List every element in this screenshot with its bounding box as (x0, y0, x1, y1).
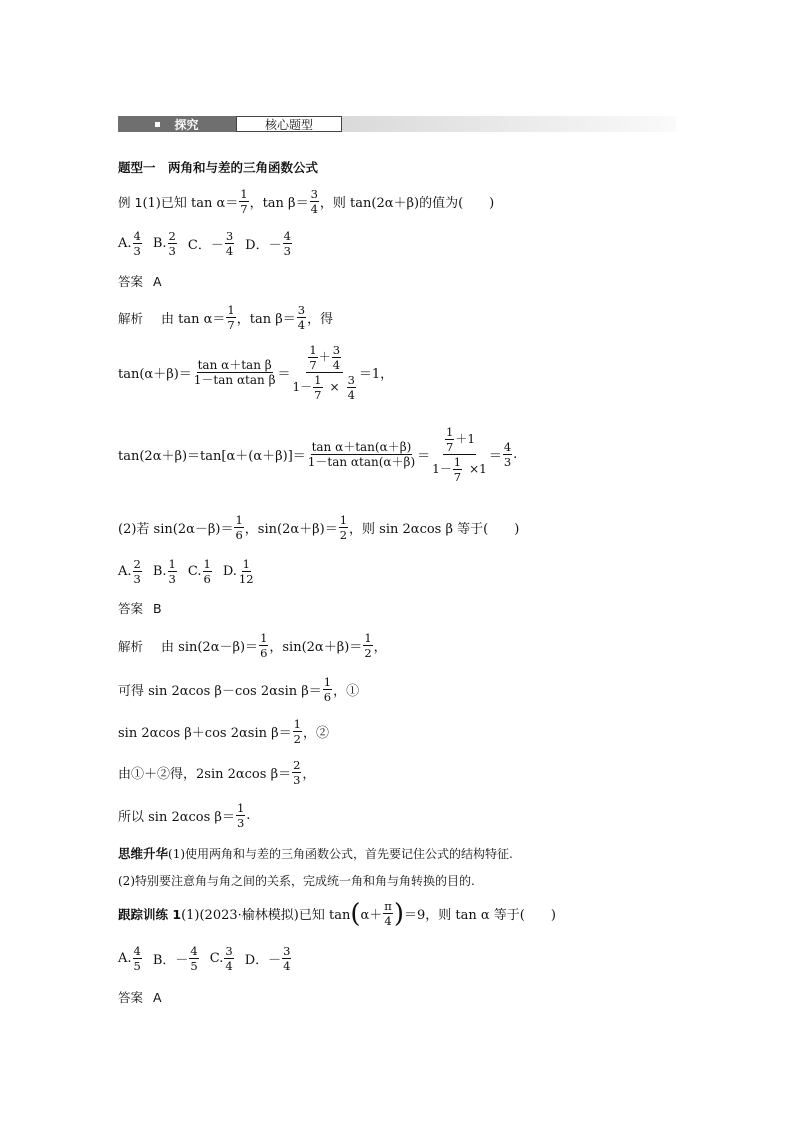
plus-one: ＋1 (455, 432, 475, 447)
eq1-lhs: tan(α＋β)＝ (118, 367, 192, 383)
frac-den (431, 455, 488, 483)
frac-den: 6 (235, 528, 243, 543)
plus-sign: ＋ (318, 350, 331, 365)
square-bullet-icon (155, 122, 160, 127)
frac-den: 7 (240, 202, 248, 217)
type-title: 题型一 两角和与差的三角函数公式 (118, 160, 319, 175)
q1-prefix: (1)已知 tan α＝ (142, 196, 239, 212)
fraction (339, 514, 348, 541)
option-c-label: C. (209, 951, 224, 967)
fraction (293, 718, 302, 745)
fraction (445, 426, 454, 453)
frac-num: 1 (453, 455, 462, 470)
frac-den: 3 (293, 773, 301, 788)
ex1-question-1 (118, 188, 494, 215)
fraction (226, 304, 235, 331)
frac-den: 7 (227, 318, 235, 333)
summary-text-1: (1)使用两角和与差的三角函数公式，首先要记住公式的结构特征. (168, 846, 513, 861)
answer-label: 答案 (118, 990, 144, 1005)
answer-value: B (153, 600, 162, 616)
analysis-label: 解析 (118, 310, 144, 326)
step-suf: . (246, 808, 251, 824)
option-a-value (133, 945, 142, 972)
times-sign: × (329, 380, 340, 395)
analysis-step-1 (118, 676, 359, 703)
eq2-lhs: tan(2α＋β)＝tan[α＋(α＋β)]＝ (118, 449, 306, 465)
frac-den: 2 (293, 732, 301, 747)
frac-num: 1 (227, 303, 235, 317)
option-b-value (168, 558, 177, 585)
page-content (118, 100, 678, 1005)
frac-num (306, 344, 343, 373)
frac-num: 3 (225, 229, 234, 243)
frac-den: 3 (283, 244, 291, 259)
option-c-value (224, 945, 233, 972)
analysis-step-4 (118, 802, 250, 829)
frac-den: 4 (347, 388, 355, 403)
header-explore-tab (118, 116, 236, 132)
step-pre: sin 2αcos β＋cos 2αsin β＝ (118, 726, 292, 742)
step-suf: ，② (302, 726, 329, 742)
follow-options (118, 945, 292, 972)
frac-den: 7 (314, 388, 322, 403)
frac-num: 1 (323, 675, 332, 689)
step-suf: ， (302, 767, 316, 783)
frac-den: 6 (323, 690, 332, 705)
summary-line-1 (118, 844, 513, 862)
summary-line-2: (2)特别要注意角与角之间的关系，完成统一角和角与角转换的目的. (118, 874, 475, 888)
section-header-band (118, 100, 678, 134)
frac-num: 3 (332, 343, 341, 357)
option-d-label: D. (222, 564, 237, 580)
eq1-formula-fraction (193, 359, 277, 387)
eq2-dot: . (513, 447, 518, 463)
analysis-step-3 (118, 759, 315, 786)
frac-den: 7 (453, 470, 462, 485)
frac-num: 3 (310, 187, 318, 201)
q1-suffix: ，则 tan(2α＋β)的值为( ) (319, 196, 495, 212)
option-b-label: B. (152, 564, 167, 580)
frac-den: 3 (168, 572, 176, 587)
option-a-value (133, 558, 142, 585)
fraction (347, 374, 356, 401)
eq1-result: ＝1， (358, 367, 394, 383)
q2-mid: ，sin(2α＋β)＝ (244, 522, 338, 538)
equation-1 (118, 344, 393, 401)
step-pre: 所以 sin 2αcos β＝ (118, 810, 235, 826)
option-c-label: C．－ (187, 238, 224, 254)
frac-num: 1 (203, 557, 211, 571)
option-a-label: A. (118, 236, 132, 252)
step-pre: 由①＋②得，2sin 2αcos β＝ (118, 767, 292, 783)
answer-label: 答案 (118, 274, 144, 289)
frac-num: 3 (297, 303, 306, 317)
fraction (453, 456, 462, 483)
eq2-big-fraction (431, 426, 488, 483)
right-paren: ) (393, 898, 404, 929)
fraction (332, 344, 341, 371)
frac-num: tan α＋tan(α＋β) (311, 439, 412, 454)
frac-den: 4 (384, 914, 392, 929)
option-d-label: D．－ (244, 953, 282, 969)
frac-num: 4 (503, 440, 512, 455)
answer-value: A (153, 273, 162, 289)
a1-suf: ，得 (307, 312, 334, 328)
option-d-value (238, 558, 255, 585)
frac-num: 4 (190, 944, 198, 958)
frac-num: 1 (235, 513, 243, 527)
frac-num: 3 (283, 944, 291, 958)
frac-num: 4 (133, 944, 141, 958)
frac-num: 2 (293, 758, 301, 772)
a1-pre: 由 tan α＝ (161, 312, 226, 328)
option-d-value (282, 945, 291, 972)
frac-den (292, 373, 358, 401)
frac-num: 4 (283, 229, 291, 243)
frac-den: 4 (225, 244, 234, 259)
frac-num: 1 (236, 801, 245, 815)
frac-den: 5 (190, 959, 198, 974)
option-d-label: D．－ (245, 238, 282, 254)
fraction (297, 304, 306, 331)
inner-pre: α＋ (360, 908, 383, 924)
option-c-label: C. (187, 564, 202, 580)
frac-den: 3 (503, 455, 512, 470)
frac-den: 3 (133, 244, 141, 259)
answer-label: 答案 (118, 601, 144, 616)
eq2-equals: ＝ (417, 449, 431, 465)
fraction (310, 188, 319, 215)
frac-den: 5 (133, 959, 141, 974)
frac-den: 7 (309, 358, 317, 373)
analysis-step-2 (118, 718, 329, 745)
ex1-question-2 (118, 514, 519, 541)
frac-num: 2 (168, 229, 176, 243)
fraction (236, 802, 245, 829)
eq1-big-fraction (292, 344, 358, 401)
fraction (383, 900, 393, 927)
q2-prefix: (2)若 sin(2α－β)＝ (118, 522, 234, 538)
ex1-answer-2 (118, 599, 162, 617)
frac-den: 3 (168, 244, 176, 259)
frac-num (443, 426, 476, 455)
frac-den: 7 (446, 440, 454, 455)
frac-num: 3 (347, 373, 355, 388)
option-a-label: A. (118, 951, 132, 967)
fraction (234, 514, 243, 541)
frac-num: 4 (133, 229, 141, 243)
frac-den: 6 (260, 646, 268, 661)
option-b-label: B．－ (152, 953, 189, 969)
header-right-label: 核心题型 (264, 117, 313, 132)
frac-den: 12 (238, 572, 254, 587)
frac-num: 1 (168, 557, 176, 571)
frac-den: 4 (283, 959, 291, 974)
a1-mid: ，sin(2α＋β)＝ (269, 640, 363, 656)
frac-den: 4 (310, 202, 318, 217)
eq1-equals: ＝ (277, 367, 291, 383)
follow-suffix: ＝9，则 tan α 等于( ) (403, 908, 556, 924)
equation-2 (118, 426, 517, 483)
follow-prefix: (1)(2023·榆林模拟)已知 tan (181, 908, 351, 924)
eq2-result-fraction (503, 441, 512, 468)
frac-num: π (384, 899, 392, 913)
frac-den: 3 (133, 572, 141, 587)
q1-mid: ，tan β＝ (249, 196, 309, 212)
frac-num: 1 (314, 373, 322, 388)
frac-num: 1 (260, 631, 268, 645)
option-b-value (168, 230, 177, 257)
frac-num: 1 (240, 187, 248, 201)
fraction (259, 632, 268, 659)
ex1-analysis-2 (118, 632, 387, 659)
frac-den: 6 (203, 572, 211, 587)
frac-num: 1 (364, 631, 372, 645)
a1-pre: 由 sin(2α－β)＝ (161, 640, 259, 656)
ex1-options-1 (118, 230, 293, 257)
option-c-value (225, 230, 234, 257)
follow-answer (118, 988, 162, 1006)
summary-label: 思维升华 (118, 846, 169, 861)
follow-question (118, 900, 556, 927)
frac-num: tan α＋tan β (197, 357, 272, 372)
frac-den: 4 (332, 358, 341, 373)
step-pre: 可得 sin 2αcos β－cos 2αsin β＝ (118, 684, 322, 700)
ex1-label: 例 1 (118, 194, 143, 210)
ex1-answer-1 (118, 272, 162, 290)
frac-den: 4 (297, 318, 306, 333)
frac-den: 1－tan αtan β (193, 373, 276, 388)
option-a-value (133, 230, 142, 257)
answer-value: A (153, 989, 162, 1005)
left-paren: ( (350, 898, 361, 929)
option-b-label: B. (152, 236, 167, 252)
den-prefix: 1－ (432, 462, 452, 477)
frac-num: 1 (446, 425, 454, 439)
option-b-value (189, 945, 198, 972)
follow-label: 跟踪训练 1 (118, 906, 182, 922)
frac-num: 1 (293, 717, 301, 731)
eq2-equals-2: ＝ (488, 449, 502, 465)
fraction (239, 188, 248, 215)
a1-mid: ，tan β＝ (236, 312, 296, 328)
fraction (363, 632, 372, 659)
frac-num: 1 (309, 343, 317, 357)
analysis-label: 解析 (118, 638, 144, 654)
option-a-label: A. (118, 564, 132, 580)
ex1-options-2 (118, 558, 256, 585)
q2-suffix: ，则 sin 2αcos β 等于( ) (349, 522, 520, 538)
frac-num: 1 (339, 513, 348, 527)
frac-den: 2 (339, 528, 348, 543)
header-core-types-box (236, 116, 342, 132)
frac-num: 3 (225, 944, 233, 958)
frac-den: 3 (236, 816, 245, 831)
frac-num: 1 (242, 557, 250, 571)
fraction (323, 676, 332, 703)
header-left-label: 探究 (174, 117, 199, 132)
fraction (313, 374, 322, 401)
frac-den: 4 (225, 959, 233, 974)
times-one: ×1 (469, 462, 487, 477)
step-suf: ，① (333, 684, 360, 700)
den-prefix: 1－ (292, 380, 313, 395)
a1-suf: ， (373, 640, 387, 656)
fraction (292, 759, 301, 786)
fraction (308, 344, 317, 371)
option-d-value (283, 230, 292, 257)
eq2-formula-fraction (307, 441, 416, 469)
frac-den: 2 (364, 646, 372, 661)
option-c-value (203, 558, 212, 585)
frac-den: 1－tan αtan(α＋β) (307, 455, 416, 470)
frac-num: 2 (133, 557, 141, 571)
ex1-analysis-1 (118, 304, 333, 331)
